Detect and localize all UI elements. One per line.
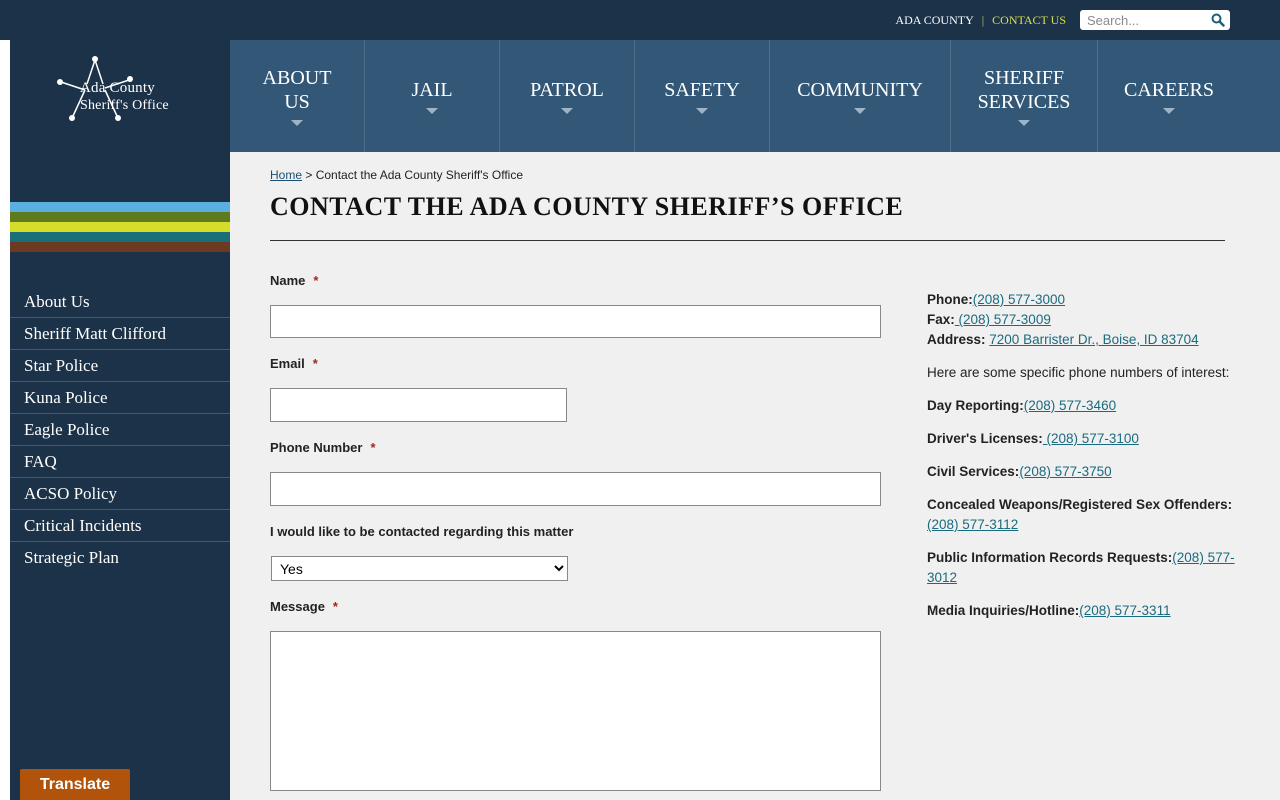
sidebar-item-kuna-police[interactable]: Kuna Police	[10, 382, 230, 414]
sidebar-item-acso-policy[interactable]: ACSO Policy	[10, 478, 230, 510]
caret-down-icon	[1018, 120, 1030, 126]
caret-down-icon	[854, 108, 866, 114]
phone-field[interactable]	[270, 472, 881, 506]
logo-wordmark: Ada County Sheriff's Office	[80, 80, 169, 113]
caret-down-icon	[291, 120, 303, 126]
info-intro: Here are some specific phone numbers of interest:	[927, 365, 1230, 380]
page-title: CONTACT THE ADA COUNTY SHERIFF’S OFFICE	[270, 192, 904, 221]
nav-sheriff-services[interactable]: SHERIFF SERVICES	[951, 40, 1098, 152]
nav-community[interactable]: COMMUNITY	[770, 40, 951, 152]
drivers-licenses-phone-link[interactable]: (208) 577-3100	[1042, 431, 1139, 446]
translate-button[interactable]: Translate	[20, 769, 130, 800]
email-field[interactable]	[270, 388, 567, 422]
address-link[interactable]: 7200 Barrister Dr., Boise, ID 83704	[989, 332, 1199, 347]
message-label: Message *	[270, 599, 338, 614]
caret-down-icon	[1163, 108, 1175, 114]
media-hotline-phone-link[interactable]: (208) 577-3311	[1079, 603, 1171, 618]
logo[interactable]	[10, 40, 230, 152]
caret-down-icon	[561, 108, 573, 114]
required-marker: *	[312, 356, 318, 371]
search-box	[1080, 10, 1230, 30]
public-records-phone-link[interactable]: (208) 577-3012	[927, 550, 1235, 585]
top-utility-bar	[0, 0, 1280, 40]
sidebar-item-star-police[interactable]: Star Police	[10, 350, 230, 382]
required-marker: *	[370, 440, 376, 455]
stripe	[10, 222, 230, 232]
phone-label: Phone Number *	[270, 440, 376, 455]
sidebar-item-critical-incidents[interactable]: Critical Incidents	[10, 510, 230, 542]
main-content	[230, 152, 1280, 800]
name-label: Name *	[270, 273, 319, 288]
utility-separator: |	[981, 13, 985, 27]
civil-services-phone-link[interactable]: (208) 577-3750	[1019, 464, 1112, 479]
sidebar-item-eagle-police[interactable]: Eagle Police	[10, 414, 230, 446]
caret-down-icon	[426, 108, 438, 114]
day-reporting-row: Day Reporting:(208) 577-3460	[927, 398, 1117, 413]
drivers-licenses-row: Driver's Licenses: (208) 577-3100	[927, 431, 1139, 446]
left-gutter	[0, 40, 10, 800]
sidebar-item-about-us[interactable]: About Us	[10, 286, 230, 318]
contact-preference-wrapper	[271, 556, 568, 581]
search-input[interactable]	[1080, 10, 1200, 30]
email-label: Email *	[270, 356, 318, 371]
ada-county-link[interactable]: ADA COUNTY	[895, 13, 974, 27]
stripe	[10, 212, 230, 222]
main-contact-block: Phone:(208) 577-3000 Fax: (208) 577-3009 Address: 7200 Barrister Dr., Boise, ID 83704	[927, 292, 1199, 347]
sidebar	[10, 152, 230, 800]
caret-down-icon	[696, 108, 708, 114]
nav-about-us[interactable]: ABOUT US	[230, 40, 365, 152]
concealed-weapons-row: Concealed Weapons/Registered Sex Offenders: (208) 577-3112	[927, 497, 1233, 532]
breadcrumb-home-link[interactable]: Home	[270, 168, 303, 182]
sidebar-menu	[10, 286, 230, 574]
civil-services-row: Civil Services:(208) 577-3750	[927, 464, 1112, 479]
stripe	[10, 242, 230, 252]
fax-link[interactable]: (208) 577-3009	[954, 312, 1051, 327]
contact-preference-select[interactable]	[271, 556, 568, 581]
color-stripes	[10, 202, 230, 252]
stripe	[10, 202, 230, 212]
main-nav	[230, 40, 1280, 152]
message-field[interactable]	[270, 631, 881, 791]
sidebar-item-faq[interactable]: FAQ	[10, 446, 230, 478]
stripe	[10, 232, 230, 242]
required-marker: *	[313, 273, 319, 288]
name-field[interactable]	[270, 305, 881, 338]
contact-preference-label: I would like to be contacted regarding this matter	[270, 524, 574, 539]
nav-safety[interactable]: SAFETY	[635, 40, 770, 152]
breadcrumb-current: Contact the Ada County Sheriff's Office	[315, 168, 524, 182]
nav-careers[interactable]: CAREERS	[1098, 40, 1240, 152]
title-divider	[270, 240, 1225, 241]
sidebar-item-strategic-plan[interactable]: Strategic Plan	[24, 548, 119, 567]
breadcrumb-separator: >	[302, 168, 316, 182]
sidebar-item-sheriff[interactable]: Sheriff Matt Clifford	[10, 318, 230, 350]
required-marker: *	[332, 599, 338, 614]
utility-links	[895, 13, 1066, 28]
search-icon[interactable]	[1211, 13, 1225, 27]
concealed-weapons-phone-link[interactable]: (208) 577-3112	[927, 517, 1019, 532]
main-phone-link[interactable]: (208) 577-3000	[972, 292, 1066, 307]
contact-us-link[interactable]: CONTACT US	[992, 13, 1066, 27]
nav-patrol[interactable]: PATROL	[500, 40, 635, 152]
media-hotline-row: Media Inquiries/Hotline:(208) 577-3311	[927, 603, 1171, 618]
public-records-row: Public Information Records Requests:(208) 577-3012	[927, 550, 1235, 585]
contact-info	[927, 290, 1237, 634]
day-reporting-phone-link[interactable]: (208) 577-3460	[1023, 398, 1117, 413]
breadcrumb	[270, 168, 523, 182]
nav-jail[interactable]: JAIL	[365, 40, 500, 152]
